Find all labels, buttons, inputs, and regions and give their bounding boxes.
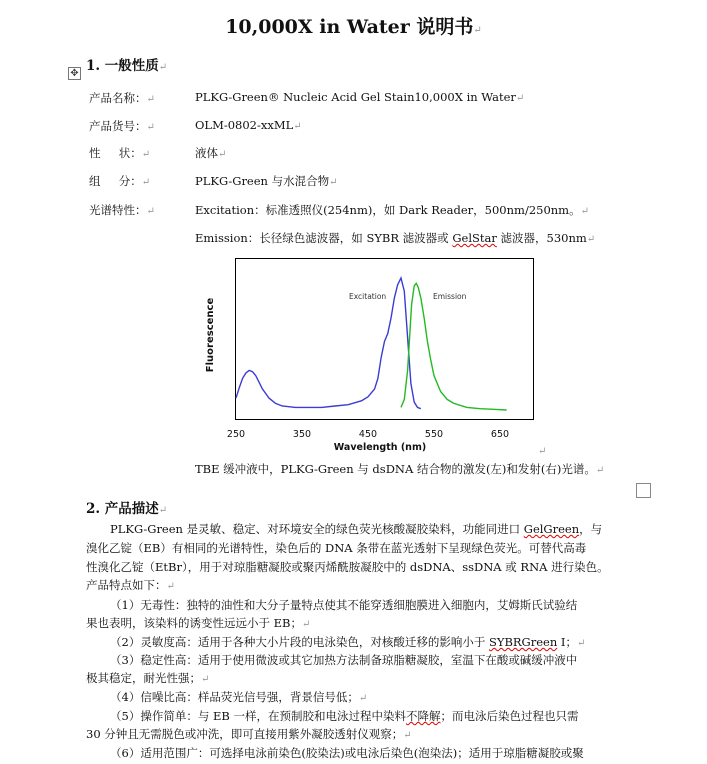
chart-caption: TBE 缓冲液中，PLKG-Green 与 dsDNA 结合物的激发(左)和发射(右)光谱。↵	[195, 462, 605, 476]
x-tick-label: 250	[226, 429, 246, 440]
desc-line-2: 溴化乙锭（EB）有相同的光谱特性，染色后的 DNA 条带在蓝光透射下呈现绿色荧光。可替代高毒	[86, 541, 587, 555]
value-catalog-number: OLM-0802-xxML↵	[195, 118, 302, 132]
label-composition: 组 分：↵	[89, 174, 151, 188]
series-line-emission	[401, 283, 507, 410]
label-product-name: 产品名称：↵	[89, 91, 155, 105]
x-tick-label: 450	[358, 429, 378, 440]
y-axis-label: Fluorescence	[205, 297, 216, 373]
label-appearance: 性 状：↵	[89, 146, 151, 160]
x-tick-label: 650	[490, 429, 510, 440]
x-axis-label: Wavelength (nm)	[333, 442, 427, 453]
series-line-excitation	[236, 278, 421, 409]
feature-3-line-2: 极其稳定，耐光性强；↵	[86, 671, 210, 685]
feature-3-line-1: （3）稳定性高：适用于使用微波或其它加热方法制备琼脂糖凝胶，室温下在酸或碱缓冲液中	[110, 653, 578, 667]
feature-2: （2）灵敏度高：适用于各种大小片段的电泳染色，对核酸迁移的影响小于 SYBRGreen I；↵	[110, 635, 586, 649]
section-2-heading: 2. 产品描述↵	[86, 501, 168, 517]
value-excitation: Excitation：标准透照仪(254nm)，如 Dark Reader，500nm/250nm。↵	[195, 203, 589, 217]
checkbox-marker[interactable]	[636, 483, 651, 498]
chart-para-mark: ↵	[538, 446, 547, 457]
section-1-heading: 1. 一般性质↵	[86, 58, 168, 74]
feature-5-line-2: 30 分钟且无需脱色或冲洗，即可直接用紫外凝胶透射仪观察；↵	[86, 727, 412, 741]
value-appearance: 液体↵	[195, 146, 227, 160]
move-handle-icon[interactable]: ✥	[68, 67, 81, 80]
x-tick-label: 350	[292, 429, 312, 440]
spectrum-chart	[195, 250, 555, 460]
annotation-excitation: Excitation	[349, 292, 387, 301]
document-title: 10,000X in Water 说明书↵	[225, 16, 482, 38]
feature-6: （6）适用范围广：可选择电泳前染色(胶染法)或电泳后染色(泡染法)；适用于琼脂糖凝胶或聚	[110, 746, 584, 760]
annotation-emission: Emission	[433, 292, 467, 301]
desc-line-1: PLKG-Green 是灵敏、稳定、对环境安全的绿色荧光核酸凝胶染料，功能同进口 GelGreen，与	[110, 522, 603, 536]
feature-4: （4）信噪比高：样品荧光信号强，背景信号低；↵	[110, 690, 368, 704]
feature-1-line-2: 果也表明，该染料的诱变性远远小于 EB；↵	[86, 616, 311, 630]
feature-1-line-1: （1）无毒性：独特的油性和大分子量特点使其不能穿透细胞膜进入细胞内，艾姆斯氏试验结	[110, 598, 578, 612]
value-emission: Emission：长径绿色滤波器，如 SYBR 滤波器或 GelStar 滤波器，530nm↵	[195, 231, 596, 245]
value-product-name: PLKG-Green® Nucleic Acid Gel Stain10,000X in Water↵	[195, 90, 525, 104]
feature-5-line-1: （5）操作简单：与 EB 一样，在预制胶和电泳过程中染料不降解；而电泳后染色过程也只需	[110, 709, 579, 723]
desc-line-3: 性溴化乙锭（EtBr），用于对琼脂糖凝胶或聚丙烯酰胺凝胶中的 dsDNA、ssDNA 或 RNA 进行染色。	[86, 560, 609, 574]
value-composition: PLKG-Green 与水混合物↵	[195, 174, 338, 188]
x-tick-label: 550	[424, 429, 444, 440]
label-spectral: 光谱特性：↵	[89, 203, 155, 217]
desc-line-4: 产品特点如下：↵	[86, 578, 175, 592]
label-catalog-number: 产品货号：↵	[89, 119, 155, 133]
